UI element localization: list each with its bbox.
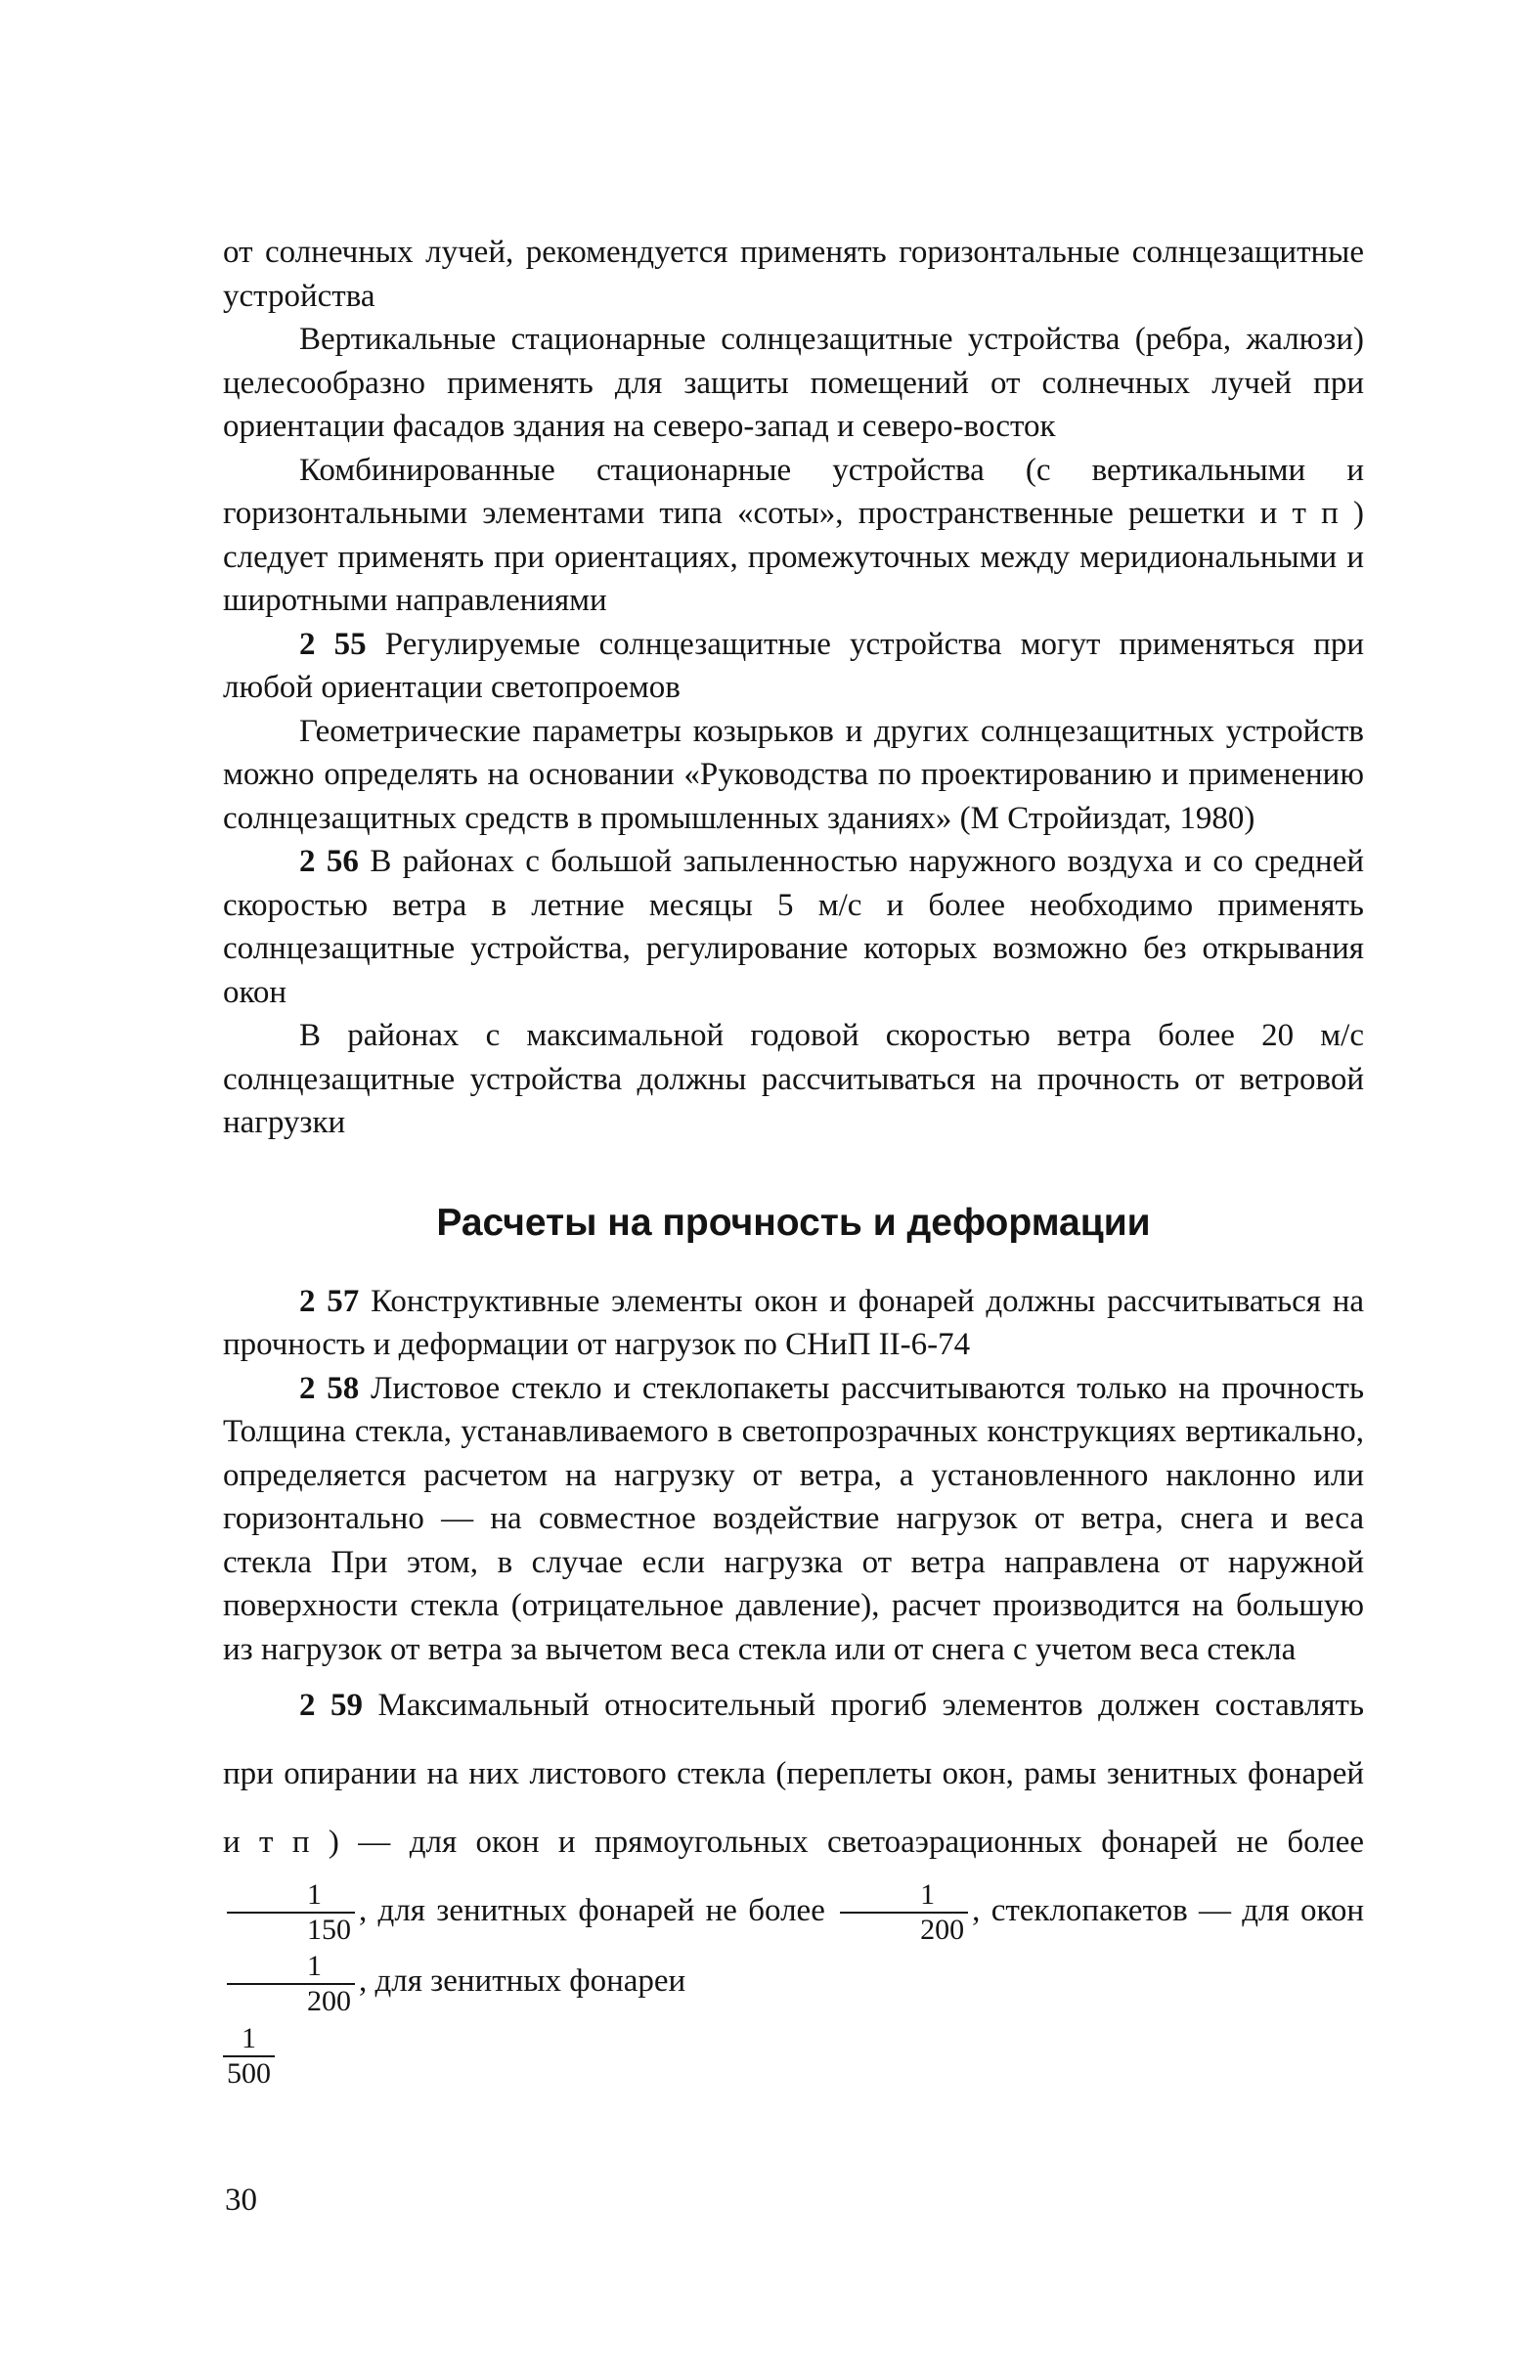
clause-number: 2 58 [299,1370,360,1406]
clause-text: Листовое стекло и стеклопакеты рассчитываются только на прочность Толщина стекла, устанавливаемого в светопрозрачных конструкциях вертикально, определяется расчетом на нагрузку от ветра, а установленного наклонно или горизонтально — на совместное воздействие нагрузок от ветра, снега и веса стекла При этом, в случае если нагрузка от ветра направлена от наружной поверхности стекла (отрицательное давление), расчет производится на большую из нагрузок от ветра за вычетом веса стекла или от снега с учетом веса стекла [223,1370,1364,1667]
document-page [223,231,1364,2091]
fraction-numerator: 1 [840,1878,968,1914]
clause-text-c: , стеклопакетов — для окон [972,1893,1364,1928]
clause-text-b: , для зенитных фонарей не более [359,1893,825,1928]
clause-number: 2 55 [299,626,367,662]
fraction-1-200 [840,1878,968,1947]
paragraph-2-59 [223,1671,1364,2018]
paragraph-geometric-params: Геометрические параметры козырьков и других солнцезащитных устройств можно определять на основании «Руководства по проектированию и применению солнцезащитных средств в промышленных зданиях» (М Стройиздат, 1980) [223,713,1364,836]
clause-number: 2 56 [299,844,359,879]
fraction-denominator: 200 [307,1984,351,2017]
paragraph-vertical-devices: Вертикальные стационарные солнцезащитные устройства (ребра, жалюзи) целесообразно применять для защиты помещений от солнечных лучей при ориентации фасадов здания на северо-запад и северо-восток [223,322,1364,444]
fraction-denominator: 500 [227,2056,271,2090]
section-heading: Расчеты на прочность и деформации [436,1201,1151,1244]
paragraph-2-57 [223,1280,1364,1367]
clause-number: 2 57 [299,1283,360,1319]
clause-text: Регулируемые солнцезащитные устройства могут применяться при любой ориентации светопроемов [223,626,1365,705]
fraction-1-500 [223,2022,275,2091]
paragraph-combined-devices: Комбинированные стационарные устройства (с вертикальными и горизонтальными элементами типа «соты», пространственные решетки и т п ) следует применять при ориентациях, промежуточных между меридиональными и широтными направлениями [223,452,1364,618]
clause-text-d: , для зенитных фонареи [359,1963,686,2000]
fraction-numerator: 1 [223,2022,275,2057]
page-number: 30 [225,2182,257,2218]
paragraph-2-56 [223,840,1364,1014]
clause-text: Максимальный относительный прогиб элементов должен составлять при опирании на них листового стекла (переплеты окон, рамы зенитных фонарей и т п ) — для окон и прямоугольных светоаэрационных фонарей не более [223,1688,1364,1860]
paragraph-2-55 [223,623,1364,710]
paragraph-continuation: от солнечных лучей, рекомендуется применять горизонтальные солнцезащитные устройства [223,235,1364,314]
fraction-numerator: 1 [227,1878,355,1914]
fraction-numerator: 1 [227,1950,355,1985]
clause-text: Конструктивные элементы окон и фонарей должны рассчитываться на прочность и деформации от нагрузок по СНиП II-6-74 [223,1283,1365,1362]
paragraph-2-58 [223,1367,1364,1672]
paragraph-max-wind: В районах с максимальной годовой скоростью ветра более 20 м/с солнцезащитные устройства должны рассчитываться на прочность от ветровой нагрузки [223,1018,1364,1140]
fraction-denominator: 150 [307,1914,351,1947]
fraction-denominator: 200 [920,1914,965,1947]
clause-number: 2 59 [299,1688,364,1723]
clause-text: В районах с большой запыленностью наружного воздуха и со средней скоростью ветра в летние месяцы 5 м/с и более необходимо применять солнцезащитные устройства, регулирование которых возможно без открывания окон [223,844,1365,1010]
fraction-1-150 [227,1878,355,1947]
fraction-1-200-b [227,1950,355,2018]
